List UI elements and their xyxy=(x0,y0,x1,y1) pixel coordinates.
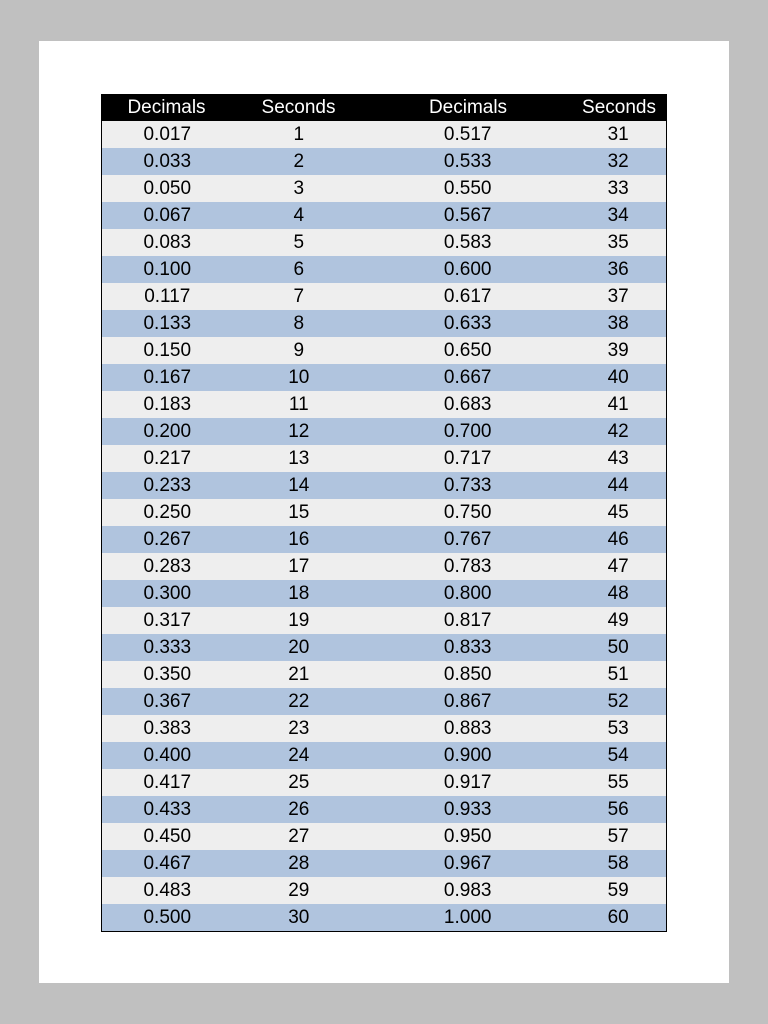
table-row xyxy=(102,580,666,607)
seconds-cell: 56 xyxy=(607,799,629,820)
table-row xyxy=(102,661,666,688)
table-row xyxy=(102,769,666,796)
seconds-cell: 48 xyxy=(607,583,629,604)
document-page xyxy=(39,41,729,983)
seconds-cell: 44 xyxy=(607,475,629,496)
seconds-cell: 39 xyxy=(607,340,629,361)
header-seconds-left: Seconds xyxy=(261,97,336,118)
table-row xyxy=(102,607,666,634)
decimal-cell: 0.017 xyxy=(143,124,192,145)
decimal-cell: 0.683 xyxy=(443,394,492,415)
table-row xyxy=(102,634,666,661)
decimal-cell: 0.083 xyxy=(143,232,192,253)
table-row xyxy=(102,823,666,850)
table-row xyxy=(102,445,666,472)
decimal-cell: 0.050 xyxy=(143,178,192,199)
seconds-cell: 26 xyxy=(288,799,310,820)
decimal-cell: 0.783 xyxy=(443,556,492,577)
table-row xyxy=(102,526,666,553)
decimal-cell: 0.633 xyxy=(443,313,492,334)
decimal-cell: 0.867 xyxy=(443,691,492,712)
seconds-cell: 52 xyxy=(607,691,629,712)
table-row xyxy=(102,175,666,202)
seconds-cell: 37 xyxy=(607,286,629,307)
table-row xyxy=(102,229,666,256)
seconds-cell: 1 xyxy=(293,124,305,145)
seconds-cell: 18 xyxy=(288,583,310,604)
table-row xyxy=(102,742,666,769)
seconds-cell: 49 xyxy=(607,610,629,631)
decimal-cell: 1.000 xyxy=(443,907,492,928)
decimal-cell: 0.200 xyxy=(143,421,192,442)
decimal-cell: 0.600 xyxy=(443,259,492,280)
decimal-cell: 0.533 xyxy=(443,151,492,172)
decimal-cell: 0.517 xyxy=(443,124,492,145)
seconds-cell: 59 xyxy=(607,880,629,901)
decimal-cell: 0.233 xyxy=(143,475,192,496)
seconds-cell: 5 xyxy=(293,232,305,253)
seconds-cell: 60 xyxy=(607,907,629,928)
seconds-cell: 8 xyxy=(293,313,305,334)
seconds-cell: 9 xyxy=(293,340,305,361)
seconds-cell: 50 xyxy=(607,637,629,658)
seconds-cell: 54 xyxy=(607,745,629,766)
table-row xyxy=(102,499,666,526)
decimal-cell: 0.467 xyxy=(143,853,192,874)
seconds-cell: 57 xyxy=(607,826,629,847)
table-row xyxy=(102,364,666,391)
decimal-cell: 0.817 xyxy=(443,610,492,631)
decimal-cell: 0.800 xyxy=(443,583,492,604)
table-row xyxy=(102,256,666,283)
decimal-cell: 0.367 xyxy=(143,691,192,712)
seconds-cell: 13 xyxy=(288,448,310,469)
seconds-cell: 30 xyxy=(288,907,310,928)
decimal-cell: 0.550 xyxy=(443,178,492,199)
decimal-cell: 0.750 xyxy=(443,502,492,523)
decimal-cell: 0.583 xyxy=(443,232,492,253)
table-row xyxy=(102,877,666,904)
seconds-cell: 42 xyxy=(607,421,629,442)
table-header xyxy=(101,94,667,121)
seconds-cell: 20 xyxy=(288,637,310,658)
conversion-table xyxy=(101,94,667,932)
seconds-cell: 3 xyxy=(293,178,305,199)
seconds-cell: 35 xyxy=(607,232,629,253)
decimal-cell: 0.833 xyxy=(443,637,492,658)
seconds-cell: 51 xyxy=(607,664,629,685)
decimal-cell: 0.883 xyxy=(443,718,492,739)
decimal-cell: 0.917 xyxy=(443,772,492,793)
header-seconds-right: Seconds xyxy=(582,97,656,118)
decimal-cell: 0.650 xyxy=(443,340,492,361)
decimal-cell: 0.767 xyxy=(443,529,492,550)
table-row xyxy=(102,553,666,580)
table-row xyxy=(102,202,666,229)
seconds-cell: 55 xyxy=(607,772,629,793)
decimal-cell: 0.983 xyxy=(443,880,492,901)
table-row xyxy=(102,850,666,877)
table-row xyxy=(102,472,666,499)
seconds-cell: 28 xyxy=(288,853,310,874)
decimal-cell: 0.033 xyxy=(143,151,192,172)
decimal-cell: 0.150 xyxy=(143,340,192,361)
table-body xyxy=(102,121,666,931)
seconds-cell: 22 xyxy=(288,691,310,712)
decimal-cell: 0.300 xyxy=(143,583,192,604)
seconds-cell: 23 xyxy=(288,718,310,739)
seconds-cell: 4 xyxy=(293,205,305,226)
seconds-cell: 7 xyxy=(293,286,305,307)
decimal-cell: 0.950 xyxy=(443,826,492,847)
decimal-cell: 0.733 xyxy=(443,475,492,496)
seconds-cell: 25 xyxy=(288,772,310,793)
seconds-cell: 40 xyxy=(607,367,629,388)
table-row xyxy=(102,391,666,418)
seconds-cell: 16 xyxy=(288,529,310,550)
decimal-cell: 0.617 xyxy=(443,286,492,307)
decimal-cell: 0.433 xyxy=(143,799,192,820)
table-row xyxy=(102,418,666,445)
decimal-cell: 0.100 xyxy=(143,259,192,280)
seconds-cell: 17 xyxy=(288,556,310,577)
decimal-cell: 0.417 xyxy=(143,772,192,793)
decimal-cell: 0.183 xyxy=(143,394,192,415)
decimal-cell: 0.350 xyxy=(143,664,192,685)
decimal-cell: 0.283 xyxy=(143,556,192,577)
decimal-cell: 0.317 xyxy=(143,610,192,631)
decimal-cell: 0.500 xyxy=(143,907,192,928)
seconds-cell: 45 xyxy=(607,502,629,523)
seconds-cell: 31 xyxy=(607,124,629,145)
decimal-cell: 0.567 xyxy=(443,205,492,226)
decimal-cell: 0.167 xyxy=(143,367,192,388)
seconds-cell: 47 xyxy=(607,556,629,577)
decimal-cell: 0.217 xyxy=(143,448,192,469)
table-row xyxy=(102,715,666,742)
seconds-cell: 41 xyxy=(607,394,629,415)
seconds-cell: 38 xyxy=(607,313,629,334)
table-row xyxy=(102,796,666,823)
seconds-cell: 19 xyxy=(288,610,310,631)
decimal-cell: 0.933 xyxy=(443,799,492,820)
seconds-cell: 43 xyxy=(607,448,629,469)
decimal-cell: 0.900 xyxy=(443,745,492,766)
seconds-cell: 29 xyxy=(288,880,310,901)
table-row xyxy=(102,148,666,175)
seconds-cell: 34 xyxy=(607,205,629,226)
seconds-cell: 27 xyxy=(288,826,310,847)
table-row xyxy=(102,337,666,364)
seconds-cell: 15 xyxy=(288,502,310,523)
decimal-cell: 0.267 xyxy=(143,529,192,550)
decimal-cell: 0.450 xyxy=(143,826,192,847)
seconds-cell: 58 xyxy=(607,853,629,874)
decimal-cell: 0.850 xyxy=(443,664,492,685)
seconds-cell: 24 xyxy=(288,745,310,766)
decimal-cell: 0.333 xyxy=(143,637,192,658)
seconds-cell: 6 xyxy=(293,259,305,280)
decimal-cell: 0.250 xyxy=(143,502,192,523)
table-row xyxy=(102,121,666,148)
seconds-cell: 33 xyxy=(607,178,629,199)
seconds-cell: 36 xyxy=(607,259,629,280)
seconds-cell: 21 xyxy=(288,664,310,685)
table-row xyxy=(102,688,666,715)
table-row xyxy=(102,283,666,310)
seconds-cell: 10 xyxy=(288,367,310,388)
seconds-cell: 12 xyxy=(288,421,310,442)
decimal-cell: 0.483 xyxy=(143,880,192,901)
seconds-cell: 46 xyxy=(607,529,629,550)
table-row xyxy=(102,310,666,337)
decimal-cell: 0.700 xyxy=(443,421,492,442)
decimal-cell: 0.067 xyxy=(143,205,192,226)
decimal-cell: 0.967 xyxy=(443,853,492,874)
decimal-cell: 0.717 xyxy=(443,448,492,469)
seconds-cell: 14 xyxy=(288,475,310,496)
decimal-cell: 0.133 xyxy=(143,313,192,334)
seconds-cell: 32 xyxy=(607,151,629,172)
header-decimals-right: Decimals xyxy=(428,97,508,118)
header-decimals-left: Decimals xyxy=(127,97,206,118)
seconds-cell: 11 xyxy=(288,394,309,415)
seconds-cell: 53 xyxy=(607,718,629,739)
table-row xyxy=(102,904,666,931)
decimal-cell: 0.117 xyxy=(144,286,191,307)
decimal-cell: 0.667 xyxy=(443,367,492,388)
decimal-cell: 0.383 xyxy=(143,718,192,739)
seconds-cell: 2 xyxy=(293,151,305,172)
decimal-cell: 0.400 xyxy=(143,745,192,766)
